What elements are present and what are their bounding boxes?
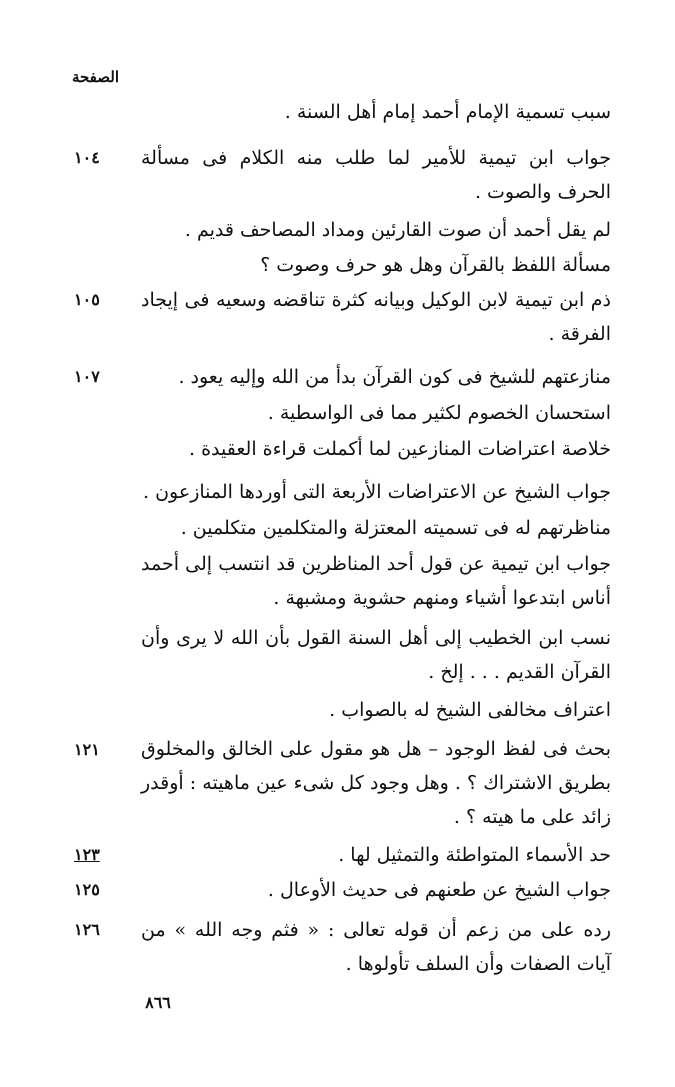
index-entry: رده على من زعم أن قوله تعالى : « فثم وجه الله » من آيات الصفات وأن السلف تأولوها . [141,919,611,975]
index-entry: جواب ابن تيمية للأمير لما طلب منه الكلام فى مسألة الحرف والصوت . [141,147,611,203]
index-entry: منازعتهم للشيخ فى كون القرآن بدأ من الله وإليه يعود . [178,366,611,388]
page-number: ١٢٦ [74,920,100,939]
page-number: ١٠٥ [74,290,100,309]
page-number: ١٠٤ [74,148,100,167]
index-entry: سبب تسمية الإمام أحمد إمام أهل السنة . [284,101,611,123]
index-entry: خلاصة اعتراضات المنازعين لما أكملت قراءة العقيدة . [189,438,611,460]
folio-page-number: ٨٦٦ [145,993,171,1012]
page-column-header: الصفحة [71,68,119,86]
index-entry: جواب الشيخ عن طعنهم فى حديث الأوعال . [267,879,611,901]
index-entry: ذم ابن تيمية لابن الوكيل وبيانه كثرة تناقضه وسعيه فى إيجاد الفرقة . [141,289,611,345]
index-entry: حد الأسماء المتواطئة والتمثيل لها . [338,844,611,866]
index-entry: استحسان الخصوم لكثير مما فى الواسطية . [267,402,611,424]
page-number: ١٢٥ [74,880,100,899]
index-entry: مسألة اللفظ بالقرآن وهل هو حرف وصوت ؟ [260,254,611,276]
index-entry: بحث فى لفظ الوجود – هل هو مقول على الخالق والمخلوق بطريق الاشتراك ؟ . وهل وجود كل شىء عين ماهيته : أوقدر زائد على ما هيته ؟ . [141,738,611,828]
page-number: ١٢٣ [74,845,100,864]
index-entry: نسب ابن الخطيب إلى أهل السنة القول بأن الله لا يرى وأن القرآن القديم . . . إلخ . [141,627,611,683]
page-number: ١٢١ [74,740,100,759]
page-number: ١٠٧ [74,367,100,386]
index-entry: لم يقل أحمد أن صوت القارئين ومداد المصاحف قديم . [184,219,611,241]
index-entry: جواب الشيخ عن الاعتراضات الأربعة التى أوردها المنازعون . [143,481,611,503]
index-entry: مناظرتهم له فى تسميته المعتزلة والمتكلمين متكلمين . [180,517,611,539]
index-entry: اعتراف مخالفى الشيخ له بالصواب . [329,699,611,721]
index-entry: جواب ابن تيمية عن قول أحد المناظرين قد انتسب إلى أحمد أناس ابتدعوا أشياء ومنهم حشوية ومشبهة . [141,553,611,609]
